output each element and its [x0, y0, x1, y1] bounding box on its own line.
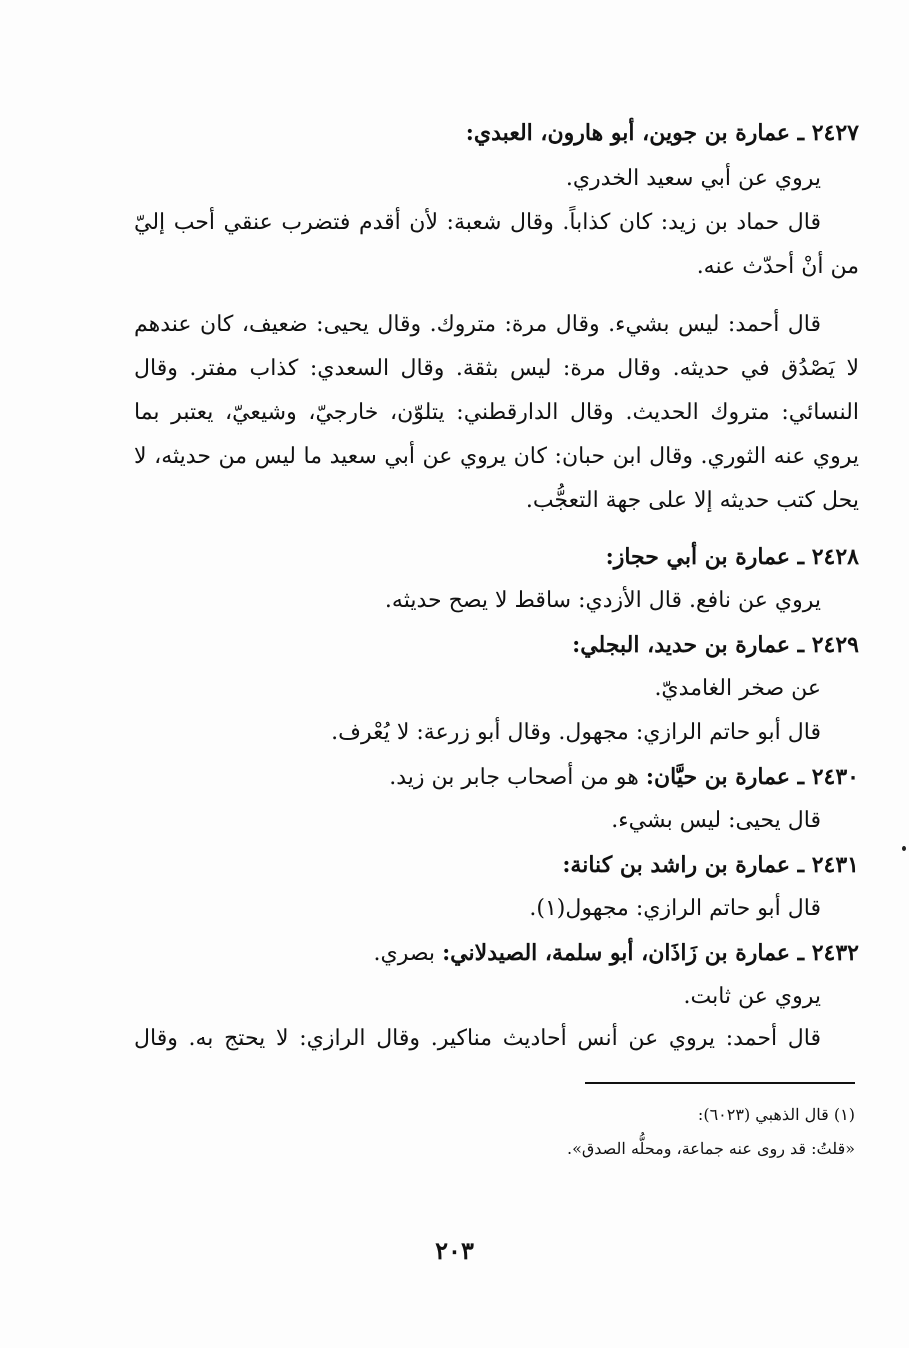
entry-2432-header-rest: بصري. [373, 941, 436, 966]
entry-2427-line-4: قال أحمد: ليس بشيء. وقال مرة: متروك. وقال يحيى: ضعيف، كان عندهم [134, 312, 821, 337]
entry-2428-header: ٢٤٢٨ ـ عمارة بن أبي حجاز: [605, 544, 859, 570]
entry-2432-header-line [374, 938, 860, 969]
entry-2432-header: ٢٤٣٢ ـ عمارة بن زَاذَان، أبو سلمة، الصيدلاني: [442, 940, 859, 966]
entry-2430-header: ٢٤٣٠ ـ عمارة بن حيَّان: [645, 764, 859, 790]
scan-speck [902, 846, 906, 851]
entry-2432-line-2: قال أحمد: يروي عن أنس أحاديث مناكير. وقال الرازي: لا يحتج به. وقال [134, 1026, 821, 1051]
entry-2427-header: ٢٤٢٧ ـ عمارة بن جوين، أبو هارون، العبدي: [465, 120, 859, 146]
entry-2429-line-1: عن صخر الغامديّ. [654, 676, 821, 701]
entry-2427-line-1: يروي عن أبي سعيد الخدري. [565, 166, 821, 191]
entry-2427-line-8: يحل كتب حديثه إلا على جهة التعجُّب. [525, 488, 859, 513]
entry-2428-line-1: يروي عن نافع. قال الأزدي: ساقط لا يصح حديثه. [384, 588, 821, 613]
entry-2427-line-5: لا يَصْدُق في حديثه. وقال مرة: ليس بثقة. وقال السعدي: كذاب مفتر. وقال [134, 356, 859, 381]
footnote-1-quote: «قلتُ: قد روى عنه جماعة، ومحلُّه الصدق». [566, 1139, 855, 1158]
page-number: ٢٠٣ [435, 1236, 474, 1265]
entry-2430-header-rest: هو من أصحاب جابر بن زيد. [389, 765, 639, 790]
entry-2430-line-1: قال يحيى: ليس بشيء. [611, 808, 821, 833]
entry-2431-header: ٢٤٣١ ـ عمارة بن راشد بن كنانة: [562, 852, 859, 878]
entry-2431-line-1: قال أبو حاتم الرازي: مجهول(١). [529, 896, 821, 921]
entry-2429-header: ٢٤٢٩ ـ عمارة بن حديد، البجلي: [572, 632, 859, 658]
entry-2427-line-3: من أنْ أحدّث عنه. [696, 254, 859, 279]
footnote-1: (١) قال الذهبي (٦٠٢٣): [697, 1105, 855, 1124]
footnote-separator [585, 1082, 855, 1084]
entry-2430-header-line [389, 762, 859, 793]
entry-2427-line-6: النسائي: متروك الحديث. وقال الدارقطني: يتلوّن، خارجيّ، وشيعيّ، يعتبر بما [134, 400, 859, 425]
entry-2432-line-1: يروي عن ثابت. [683, 984, 821, 1009]
entry-2427-line-2: قال حماد بن زيد: كان كذاباً. وقال شعبة: لأن أقدم فتضرب عنقي أحب إليّ [134, 210, 821, 235]
entry-2427-line-7: يروي عنه الثوري. وقال ابن حبان: كان يروي عن أبي سعيد ما ليس من حديثه، لا [134, 444, 859, 469]
entry-2429-line-2: قال أبو حاتم الرازي: مجهول. وقال أبو زرعة: لا يُعْرف. [331, 720, 821, 745]
